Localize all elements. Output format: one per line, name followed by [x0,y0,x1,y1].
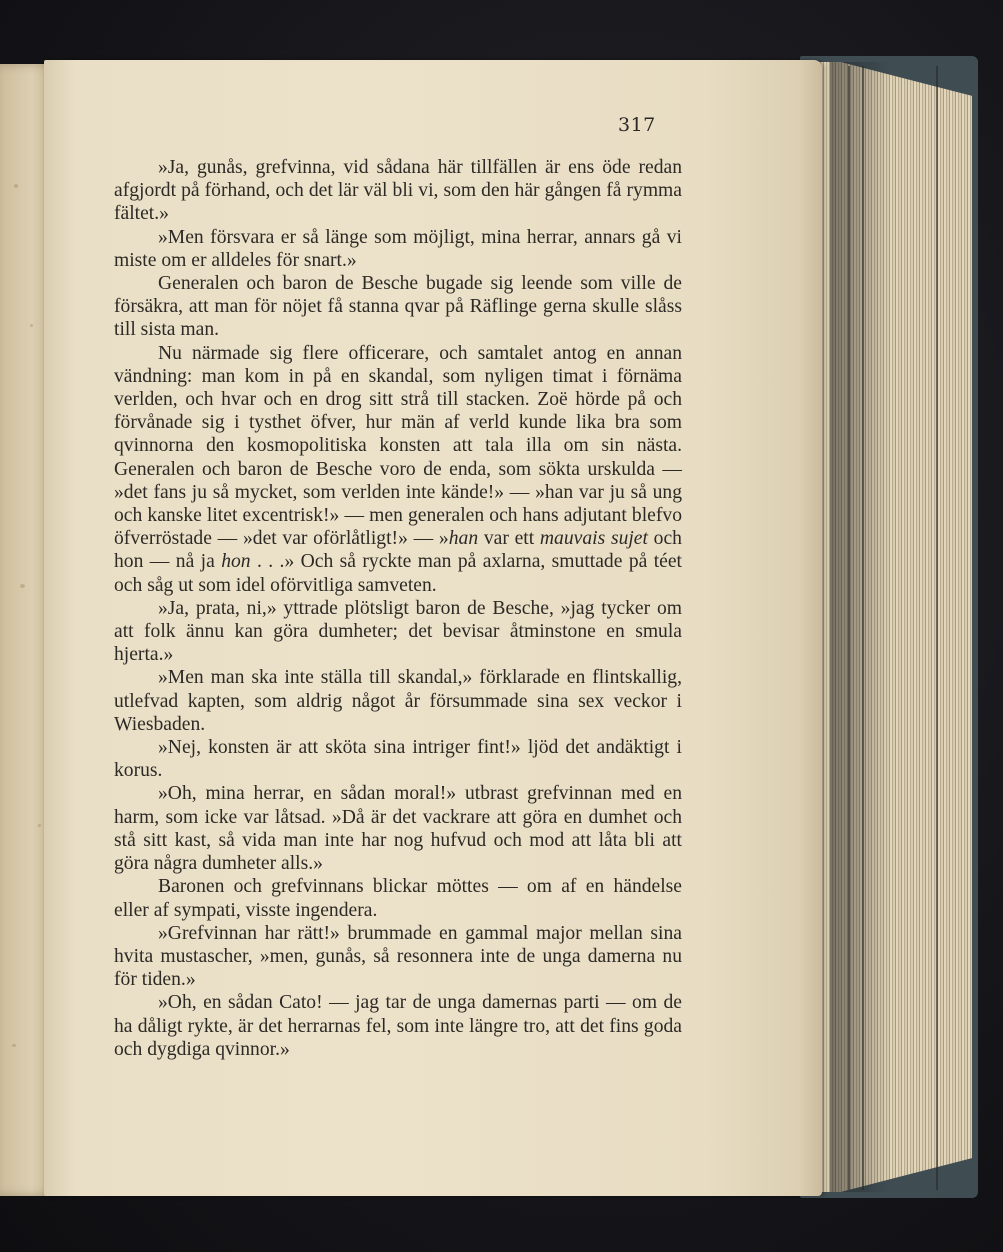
paragraph [114,342,682,597]
paragraph [114,272,682,342]
page-body-text [114,156,682,1061]
italic-text: hon [221,551,251,573]
text-run: »Oh, en sådan Cato! — jag tar de unga damernas parti — om de ha dåligt rykte, är det herrarnas fel, som inte längre tro, att det fins goda och dygdiga qvinnor.» [114,992,682,1060]
paragraph [114,156,682,226]
page-stack-shadow [830,62,890,1192]
paragraph [114,666,682,736]
text-run: och hon — nå ja [114,528,682,573]
text-run: . . .» Och så ryckte man på axlarna, smuttade på téet och såg ut som idel oförvitliga samveten. [114,551,682,596]
italic-text: han [448,528,479,550]
text-run: »Oh, mina herrar, en sådan moral!» utbrast grefvinnan med en harm, som icke var låtsad. »Då är det vackrare att göra en dumhet och stå sitt kast, så vida man inte har nog hufvud och mod att låta bli att göra några dumheter alls.» [114,783,682,875]
page-stack-divider [862,66,864,1190]
text-run: var ett [478,528,540,550]
paragraph [114,736,682,782]
page-stack-divider [848,66,850,1190]
text-run: »Ja, prata, ni,» yttrade plötsligt baron de Besche, »jag tycker om att folk ännu kan göra dumheter; det bevisar åtminstone en smula hjerta.» [114,597,682,666]
paragraph [114,597,682,667]
text-run: Baronen och grefvinnans blickar möttes — om af en händelse eller af sympati, visste ingendera. [114,876,682,921]
text-run: »Men man ska inte ställa till skandal,» förklarade en flintskallig, utlefvad kapten, som aldrig något år försummade sina sex veckor i Wiesbaden. [114,667,682,735]
italic-text: mauvais sujet [539,528,648,550]
paragraph [114,782,682,875]
paragraph [114,226,682,272]
text-run: »Grefvinnan har rätt!» brummade en gammal major mellan sina hvita mustascher, »men, gunås, så resonnera inte de unga damerna nu för tiden.» [114,922,682,991]
paragraph [114,922,682,992]
text-run: Generalen och baron de Besche bugade sig leende som ville de försäkra, att man för nöjet få stanna qvar på Räflinge gerna skulle slåss till sista man. [114,273,682,341]
text-run: »Men försvara er så länge som möjligt, mina herrar, annars gå vi miste om er alldeles för snart.» [114,226,682,271]
page-number: 317 [618,114,656,136]
paragraph [114,875,682,921]
text-run: Nu närmade sig flere officerare, och samtalet antog en annan vändning: man kom in på en skandal, som nyligen timat i förnäma verlden, och hvar och en drog sitt strå till stacken. Zoë hörde på och förvånade sig i tysthet öfver, hur män af verld kunde lika bra som qvinnorna den kosmopolitiska konsten att tala illa om sin nästa. Generalen och baron de Besche voro de enda, som sökta urskulda — »det fans ju så mycket, som verlden inte kände!» — »han var ju så ung och kanske litet excentrisk!» — men generalen och hans adjutant blefvo öfverröstade — »det var oförlåtligt!» — » [114,342,682,550]
text-run: »Nej, konsten är att sköta sina intriger fint!» ljöd det andäktigt i korus. [114,737,682,782]
paragraph [114,991,682,1061]
text-run: »Ja, gunås, grefvinna, vid sådana här tillfällen är ens öde redan afgjordt på förhand, och det lär väl bli vi, som den här gången få rymma fältet.» [114,157,682,225]
page-stack-divider [936,66,938,1190]
